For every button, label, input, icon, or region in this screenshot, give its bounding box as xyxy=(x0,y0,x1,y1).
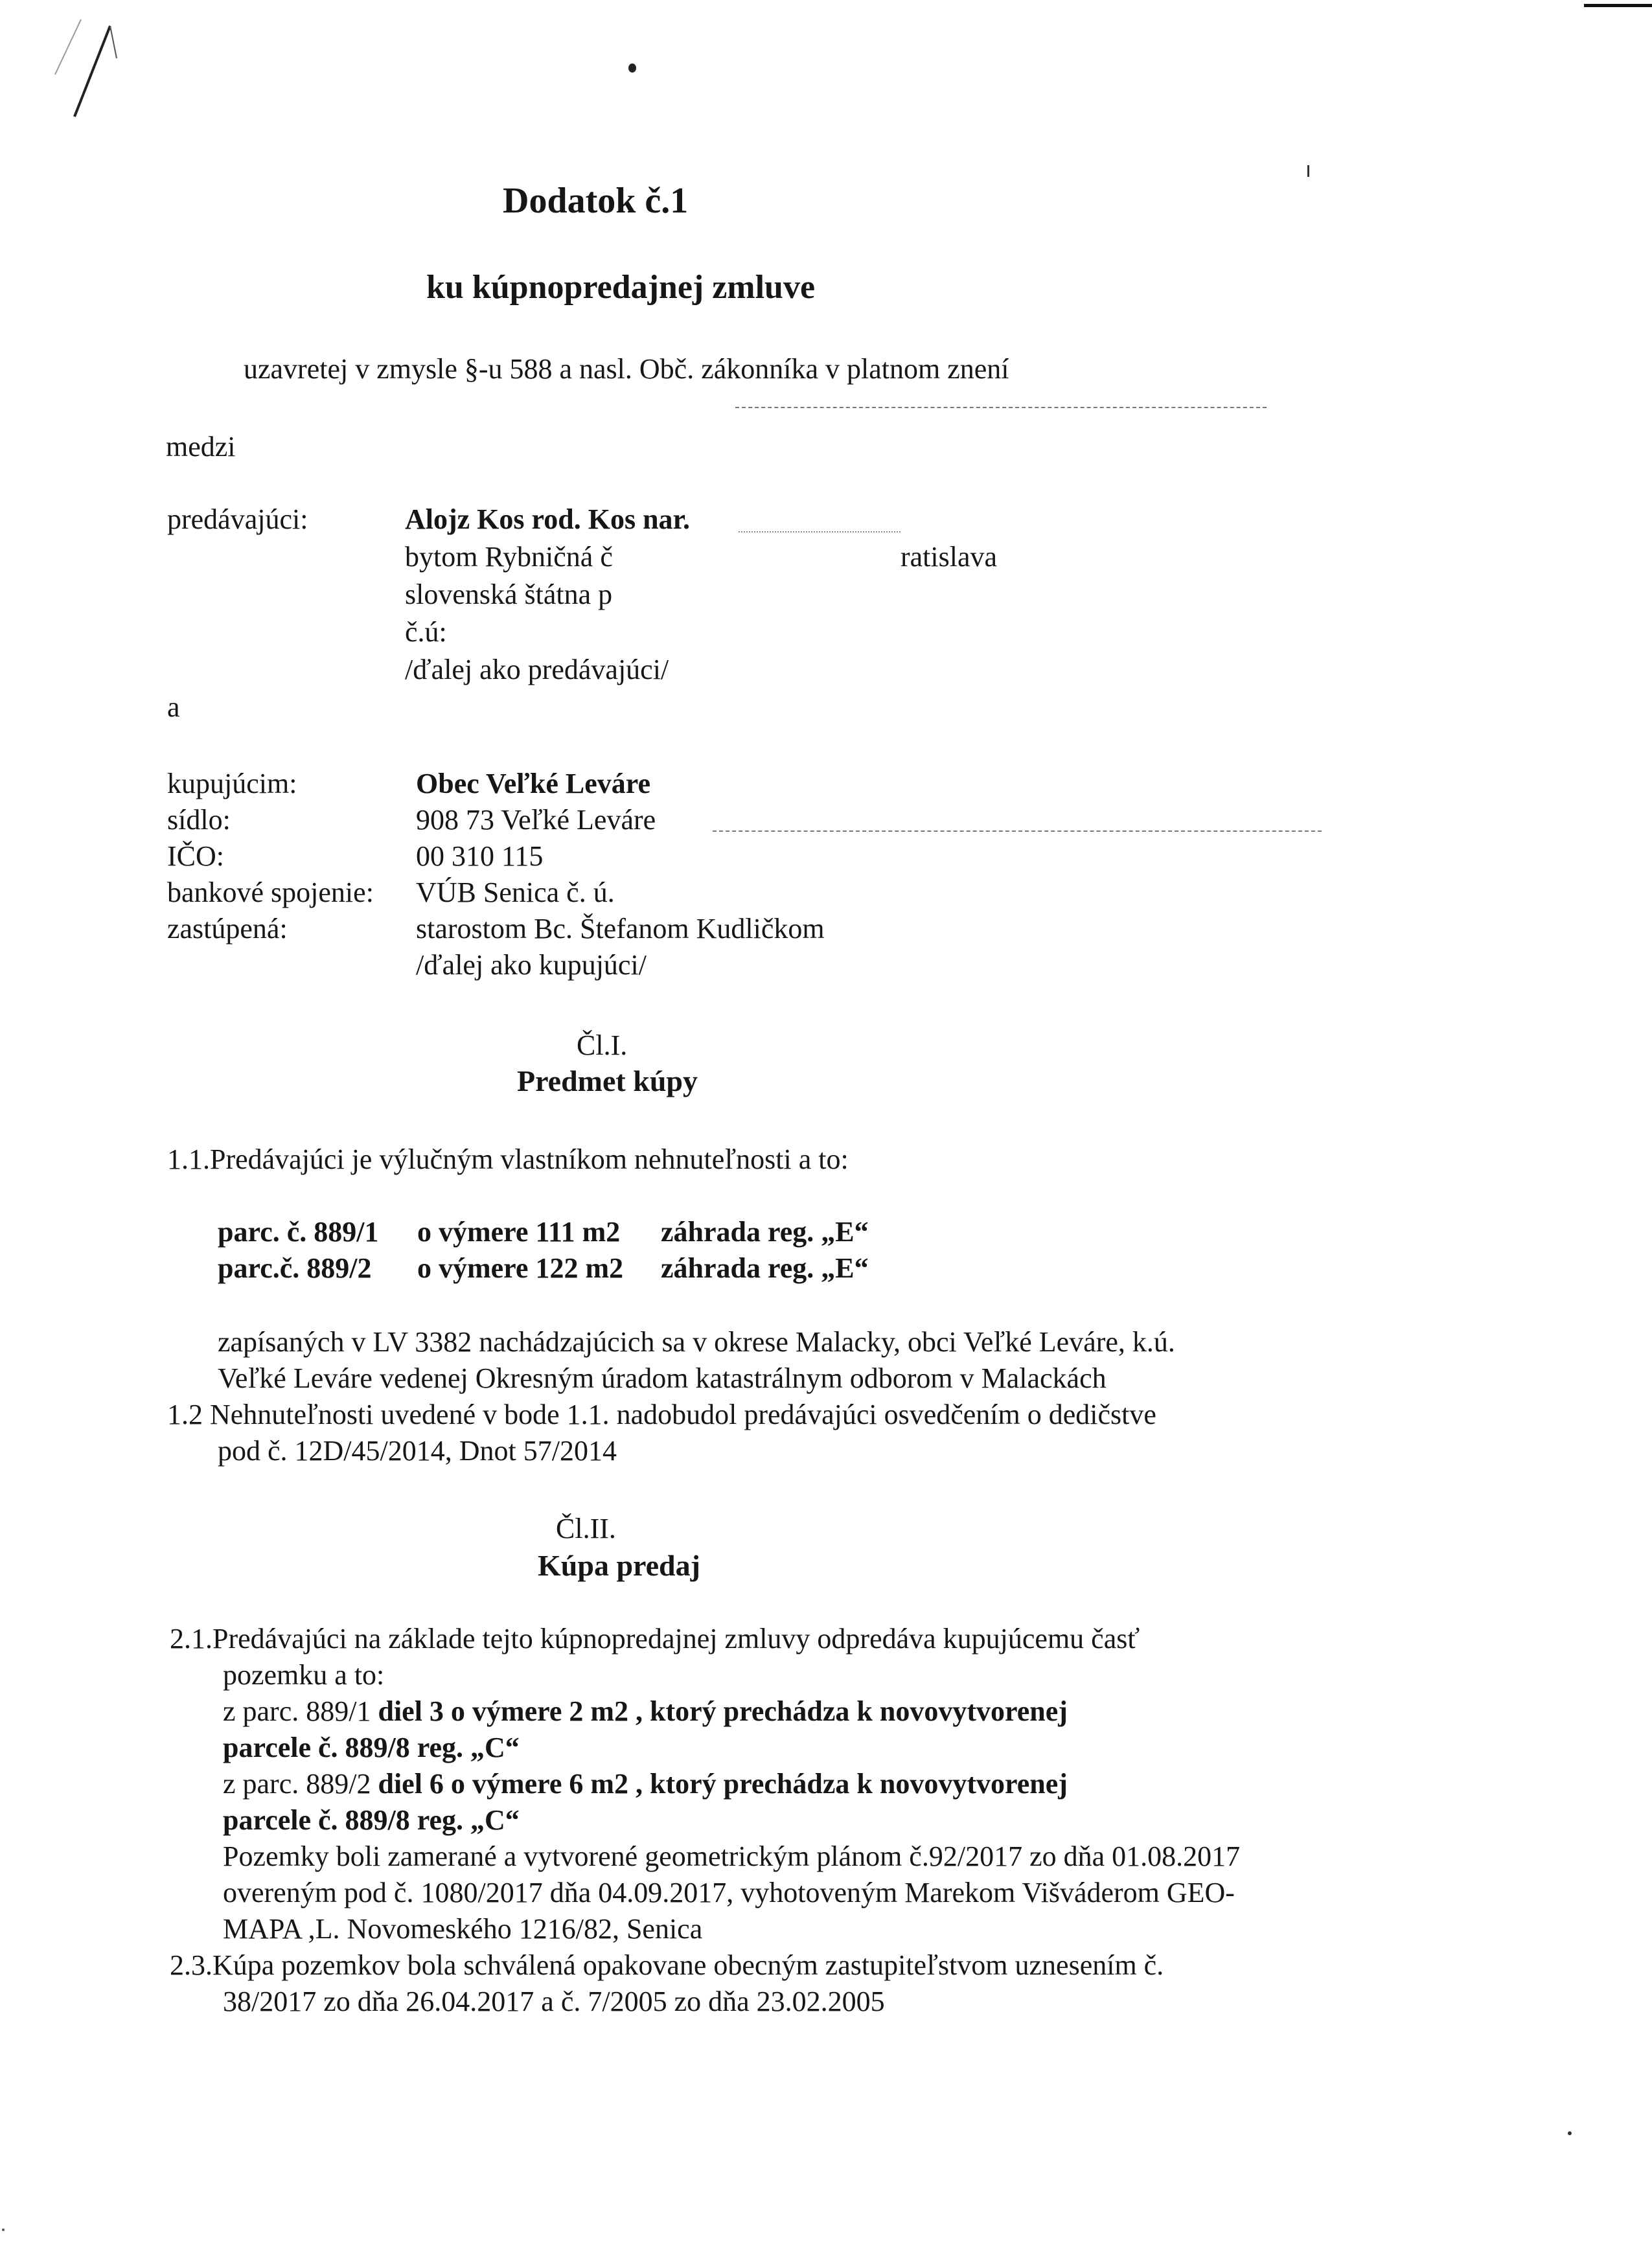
buyer-name: Obec Veľké Leváre xyxy=(416,768,650,799)
punch-dot-mark xyxy=(628,63,636,73)
article2-title: Kúpa predaj xyxy=(538,1549,700,1582)
pen-stroke-mark xyxy=(26,6,130,136)
speck-mark xyxy=(2,2228,5,2231)
parcel-type: záhrada reg. „E“ xyxy=(661,1216,869,1248)
sale-item-new-parcel: parcele č. 889/8 reg. „C“ xyxy=(223,1804,520,1836)
intro-text: uzavretej v zmysle §-u 588 a nasl. Obč. zákonníka v platnom znení xyxy=(244,353,1009,385)
seller-nationality: slovenská štátna p xyxy=(405,578,613,610)
redaction-line xyxy=(739,531,901,533)
article1-paragraph2: pod č. 12D/45/2014, Dnot 57/2014 xyxy=(218,1435,617,1467)
sale-item-description: diel 3 o výmere 2 m2 , ktorý prechádza k novovytvorenej xyxy=(378,1695,1068,1727)
parcel-id: parc.č. 889/2 xyxy=(218,1252,372,1284)
sale-item-parcel: z parc. 889/2 xyxy=(223,1768,371,1800)
article2-paragraph1: 2.1.Predávajúci na základe tejto kúpnopredajnej zmluvy odpredáva kupujúcemu časť xyxy=(170,1623,1140,1655)
between-label: medzi xyxy=(166,431,236,463)
survey-text: Pozemky boli zamerané a vytvorené geometrickým plánom č.92/2017 zo dňa 01.08.2017 xyxy=(223,1840,1241,1872)
registration-text: zapísaných v LV 3382 nachádzajúcich sa v okrese Malacky, obci Veľké Leváre, k.ú. xyxy=(218,1326,1175,1358)
buyer-label: kupujúcim: xyxy=(167,768,297,799)
buyer-seat: 908 73 Veľké Leváre xyxy=(416,804,656,836)
speck-mark xyxy=(1307,165,1309,177)
buyer-representative: starostom Bc. Štefanom Kudličkom xyxy=(416,913,825,945)
corner-edge-mark xyxy=(1584,4,1652,7)
document-subtitle: ku kúpnopredajnej zmluve xyxy=(426,269,816,306)
speck-mark xyxy=(1568,2131,1572,2135)
article2-paragraph3: 2.3.Kúpa pozemkov bola schválená opakovane obecným zastupiteľstvom uznesením č. xyxy=(170,1949,1164,1981)
seller-label: predávajúci: xyxy=(167,503,308,535)
sale-item xyxy=(223,1770,1068,1798)
parcel-type: záhrada reg. „E“ xyxy=(661,1252,869,1284)
parcel-area: o výmere 111 m2 xyxy=(417,1216,621,1248)
parcel-area: o výmere 122 m2 xyxy=(417,1252,624,1284)
seller-alias: /ďalej ako predávajúci/ xyxy=(405,654,669,685)
registration-text: Veľké Leváre vedenej Okresným úradom katastrálnym odborom v Malackách xyxy=(218,1362,1107,1394)
ico-label: IČO: xyxy=(167,840,224,872)
buyer-ico: 00 310 115 xyxy=(416,840,544,872)
bank-label: bankové spojenie: xyxy=(167,876,374,908)
document-title: Dodatok č.1 xyxy=(503,181,689,221)
article1-paragraph1: 1.1.Predávajúci je výlučným vlastníkom nehnuteľnosti a to: xyxy=(167,1143,849,1175)
buyer-alias: /ďalej ako kupujúci/ xyxy=(416,949,647,981)
sale-item-parcel: z parc. 889/1 xyxy=(223,1695,371,1727)
article2-paragraph3: 38/2017 zo dňa 26.04.2017 a č. 7/2005 zo dňa 23.02.2005 xyxy=(223,1986,885,2017)
article2-number: Čl.II. xyxy=(556,1513,616,1544)
survey-text: overeným pod č. 1080/2017 dňa 04.09.2017, vyhotoveným Marekom Višváderom GEO- xyxy=(223,1877,1235,1908)
parcel-id: parc. č. 889/1 xyxy=(218,1216,379,1248)
redaction-line xyxy=(713,830,1322,832)
seller-name: Alojz Kos rod. Kos nar. xyxy=(405,503,691,535)
article1-paragraph2: 1.2 Nehnuteľnosti uvedené v bode 1.1. nadobudol predávajúci osvedčením o dedičstve xyxy=(167,1399,1156,1430)
article1-number: Čl.I. xyxy=(577,1029,628,1061)
seller-address-city: ratislava xyxy=(901,541,998,573)
buyer-bank: VÚB Senica č. ú. xyxy=(416,876,615,908)
article2-paragraph1: pozemku a to: xyxy=(223,1659,385,1691)
seller-account: č.ú: xyxy=(405,616,447,648)
and-label: a xyxy=(167,691,180,723)
sale-item-description: diel 6 o výmere 6 m2 , ktorý prechádza k novovytvorenej xyxy=(378,1768,1068,1800)
sale-item xyxy=(223,1697,1068,1726)
survey-text: MAPA ,L. Novomeského 1216/82, Senica xyxy=(223,1913,703,1945)
seat-label: sídlo: xyxy=(167,804,231,836)
redaction-line xyxy=(735,407,1267,408)
article1-title: Predmet kúpy xyxy=(517,1064,698,1097)
seller-address: bytom Rybničná č xyxy=(405,541,613,573)
represented-label: zastúpená: xyxy=(167,913,288,945)
sale-item-new-parcel: parcele č. 889/8 reg. „C“ xyxy=(223,1732,520,1763)
